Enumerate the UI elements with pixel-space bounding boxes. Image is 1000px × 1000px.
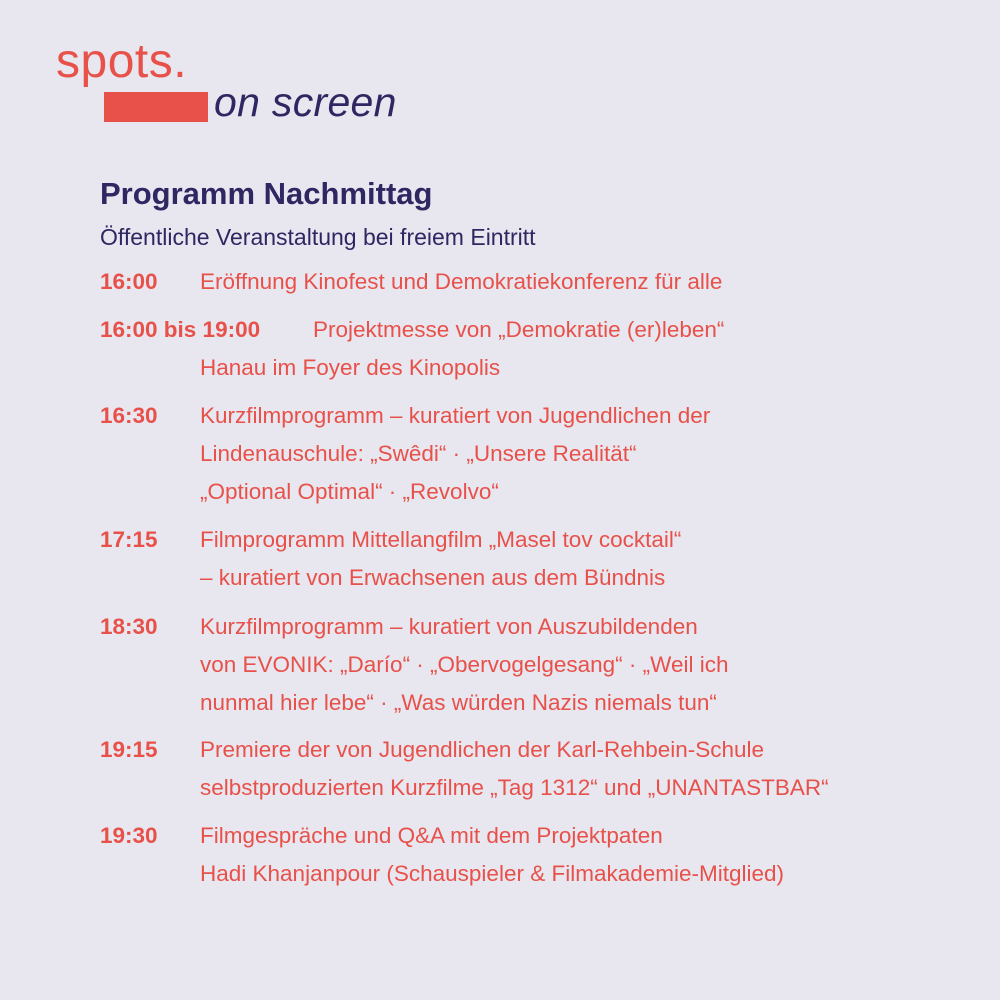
schedule-description-line: von EVONIK: „Darío“ · „Obervogelgesang“ · „Weil ich (200, 652, 729, 677)
schedule-entry-1930 (100, 817, 980, 893)
schedule-description-line: „Optional Optimal“ · „Revolvo“ (200, 479, 499, 504)
schedule-description-line: nunmal hier lebe“ · „Was würden Nazis niemals tun“ (200, 690, 717, 715)
schedule-description-line: Eröffnung Kinofest und Demokratiekonferenz für alle (200, 269, 723, 294)
schedule-description-line: selbstproduzierten Kurzfilme „Tag 1312“ und „UNANTASTBAR“ (200, 775, 829, 800)
logo-spots-wordmark: spots. (56, 35, 188, 88)
program-subtitle: Öffentliche Veranstaltung bei freiem Eintritt (100, 224, 536, 250)
logo-accent-bar (104, 92, 208, 122)
logo-on-screen-wordmark: on screen (214, 79, 397, 125)
schedule-entry-1715 (100, 521, 980, 597)
schedule-time: 18:30 (100, 614, 158, 639)
schedule-time: 16:00 (100, 269, 158, 294)
schedule-entry-1915 (100, 731, 980, 807)
schedule-time: 19:30 (100, 823, 158, 848)
schedule-entry-1600-1900 (100, 311, 980, 387)
schedule-entry-1630 (100, 397, 980, 511)
schedule-description-line: – kuratiert von Erwachsenen aus dem Bündnis (200, 565, 666, 590)
schedule-time: 17:15 (100, 527, 158, 552)
schedule-description-line: Hadi Khanjanpour (Schauspieler & Filmakademie-Mitglied) (200, 861, 785, 886)
schedule-entry-1600 (100, 263, 980, 301)
schedule-time: 19:15 (100, 737, 158, 762)
schedule-time: 16:30 (100, 403, 158, 428)
schedule-description-line: Projektmesse von „Demokratie (er)leben“ (313, 317, 725, 342)
schedule-description-line: Filmgespräche und Q&A mit dem Projektpaten (200, 823, 663, 848)
schedule-description-line: Premiere der von Jugendlichen der Karl-Rehbein-Schule (200, 737, 765, 762)
schedule-description-line: Kurzfilmprogramm – kuratiert von Jugendlichen der (200, 403, 711, 428)
schedule-entry-1830 (100, 608, 980, 722)
schedule-description-line: Hanau im Foyer des Kinopolis (200, 355, 501, 380)
schedule-description-line: Lindenauschule: „Swêdi“ · „Unsere Realität“ (200, 441, 637, 466)
schedule-description-line: Kurzfilmprogramm – kuratiert von Auszubildenden (200, 614, 698, 639)
schedule-time: 16:00 bis 19:00 (100, 317, 261, 342)
schedule-description-line: Filmprogramm Mittellangfilm „Masel tov cocktail“ (200, 527, 682, 552)
program-title: Programm Nachmittag (100, 176, 433, 211)
